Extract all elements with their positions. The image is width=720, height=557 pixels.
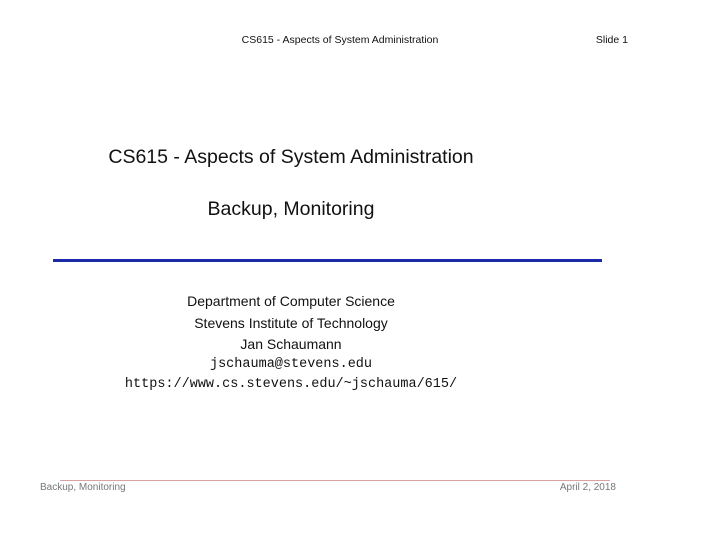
author-email: jschauma@stevens.edu — [209, 357, 373, 372]
footer-topic: Backup, Monitoring — [40, 482, 126, 493]
author-name: Jan Schaumann — [240, 336, 342, 352]
footer-divider — [60, 480, 610, 481]
department-text: Department of Computer Science — [187, 293, 395, 309]
slide-subtitle: Backup, Monitoring — [207, 198, 375, 220]
institution-text: Stevens Institute of Technology — [194, 315, 388, 331]
title-divider — [53, 259, 602, 262]
slide-number: Slide 1 — [595, 34, 628, 46]
header-title: CS615 - Aspects of System Administration — [241, 34, 439, 46]
footer-date: April 2, 2018 — [559, 482, 616, 493]
course-url: https://www.cs.stevens.edu/~jschauma/615/ — [124, 377, 458, 392]
slide-title: CS615 - Aspects of System Administration — [108, 146, 474, 168]
